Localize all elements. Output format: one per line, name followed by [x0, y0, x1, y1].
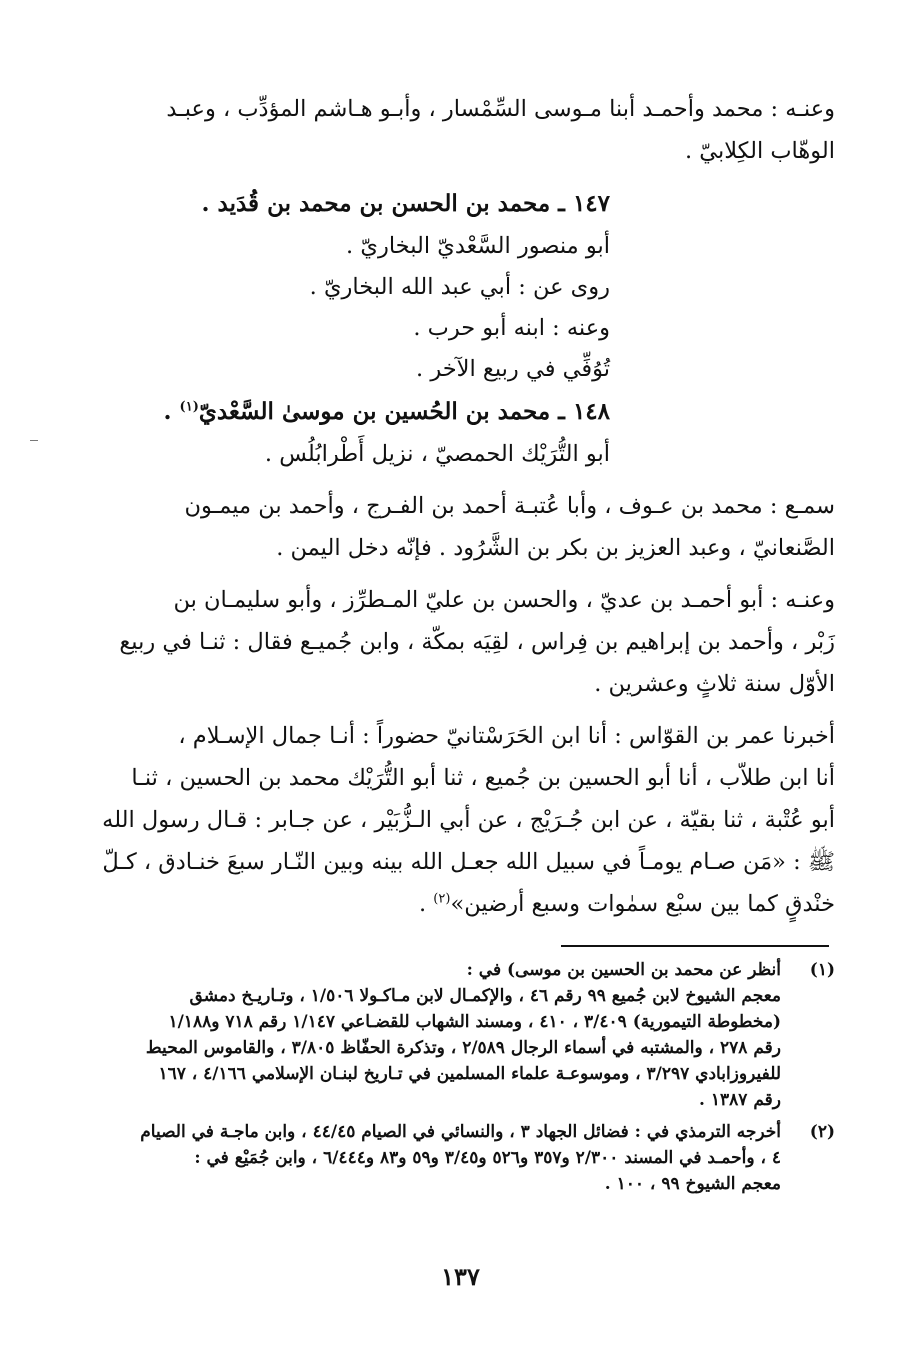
paragraph-3-line-2: زَبْر ، وأحمد بن إبراهيم بن فِراس ، لقِيَه بمكّة ، وابن جُميـع فقال : ثنـا في ربيع [119, 629, 835, 655]
footnote-2-line-1: أخرجه الترمذي في : فضائل الجهاد ٣ ، والنسائي في الصيام ٤٤/٤٥ ، وابن ماجـة في الصيام [140, 1122, 781, 1142]
footnote-ref-2: (٢) [433, 891, 451, 907]
entry-147-line-1: أبو منصور السَّعْديّ البخاريّ . [346, 233, 610, 259]
footnote-1-line-1: أنظر عن محمد بن الحسين بن موسى) في : [466, 960, 781, 980]
paragraph-4 [95, 715, 835, 925]
paragraph-3-line-3: الأوّل سنة ثلاثٍ وعشرين . [594, 671, 835, 697]
paragraph-3 [95, 579, 835, 705]
paragraph-1-line-2: الوهّاب الكِلابيّ . [684, 138, 835, 164]
footnote-2 [95, 1119, 835, 1197]
paragraph-2 [95, 485, 835, 569]
paragraph-3-line-1: وعنـه : أبو أحمـد بن عديّ ، والحسن بن عليّ المـطرِّز ، وأبو سليمـان بن [173, 587, 835, 613]
footnote-1-body [95, 957, 781, 1113]
footnote-2-line-2: ٤ ، وأحمـد في المسند ٢/٣٠٠ و٣٥٧ و٥٢٦ و٣/٤٥ و٥٩ و٨٣ و٦/٤٤٤ ، وابن جُمَيْع في : [194, 1148, 781, 1168]
footnote-2-number: (٢) [809, 1122, 835, 1142]
paragraph-4-end: . [418, 891, 434, 917]
footnote-1-line-4: رقم ٢٧٨ ، والمشتبه في أسماء الرجال ٢/٥٨٩ ، وتذكرة الحفّاظ ٣/٨٠٥ ، والقاموس المحيط [145, 1038, 781, 1058]
page-number: ١٣٧ [441, 1262, 480, 1291]
main-text [95, 88, 835, 925]
footnote-ref-1: (١) [179, 399, 199, 415]
paragraph-1-line-1: وعنـه : محمد وأحمـد أبنا مـوسى السِّمْسار ، وأبـو هـاشم المؤدِّب ، وعبـد [166, 96, 835, 122]
paragraph-4-line-3: أبو عُتْبة ، ثنا بقيّة ، عن ابن جُـرَيْج ، عن أبي الـزُّبَيْر ، عن جـابر : قـال رسول الله [102, 807, 835, 833]
footnote-1-line-5: للفيروزابادي ٣/٢٩٧ ، وموسوعـة علماء المسلمين في تـاريخ لبنـان الإسلامي ٤/١٦٦ ، ١٦٧ [158, 1064, 781, 1084]
paragraph-4-line-2: أنا ابن طلاّب ، أنا أبو الحسين بن جُميع ، ثنا أبو التُّرَيْك محمد بن الحسين ، ثنـا [131, 765, 835, 791]
paragraph-4-line-1: أخبرنا عمر بن القوّاس : أنا ابن الحَرَسْتانيّ حضوراً : أنـا جمال الإسـلام ، [178, 723, 835, 749]
paragraph-2-line-2: الصَّنعانيّ ، وعبد العزيز بن بكر بن الشَّرُود . فإنّه دخل اليمن . [276, 535, 835, 561]
footnote-1 [95, 957, 835, 1113]
entry-148-heading [95, 390, 835, 434]
footnote-2-line-3: معجم الشيوخ ٩٩ ، ١٠٠ . [604, 1174, 781, 1194]
footnote-1-line-3: (مخطوطة التيمورية) ٣/٤٠٩ ، ٤١٠ ، ومسند الشهاب للقضـاعي ١/١٤٧ رقم ٧١٨ و١/١٨٨ [168, 1012, 781, 1032]
entry-147-line-3: وعنه : ابنه أبو حرب . [413, 315, 610, 341]
margin-mark [30, 440, 38, 441]
footnote-1-line-2: معجم الشيوخ لابن جُميع ٩٩ رقم ٤٦ ، والإكمـال لابن مـاكـولا ١/٥٠٦ ، وتـاريـخ دمشق [189, 986, 781, 1006]
footnotes [95, 957, 835, 1203]
footnote-1-number: (١) [809, 960, 835, 980]
paragraph-4-line-5: خنْدقٍ كما بين سبْع سمٰوات وسبع أرضين» [450, 891, 835, 917]
footnote-1-line-6: رقم ١٣٨٧ . [699, 1090, 781, 1110]
entry-148-heading-text: ١٤٨ ـ محمد بن الحُسين بن موسىٰ السَّعْديّ [198, 398, 610, 425]
footnote-2-body [95, 1119, 781, 1197]
paragraph-4-line-4: ﷺ : «مَن صـام يومـاً في سبيل الله جعـل الله بينه وبين النّـار سبعَ خنـادق ، كـلّ [102, 849, 835, 875]
entry-147-line-2: روى عن : أبي عبد الله البخاريّ . [309, 274, 610, 300]
footnote-divider [561, 945, 829, 947]
entry-148-line-1: أبو التُّرَيْك الحمصيّ ، نزيل أَطْرابُلُس . [264, 441, 610, 467]
entry-147-heading: ١٤٧ ـ محمد بن الحسن بن محمد بن قُدَيد . [201, 190, 610, 217]
paragraph-1 [95, 88, 835, 172]
entry-147-line-4: تُوُفِّي في ربيع الآخر . [416, 356, 610, 382]
paragraph-2-line-1: سمـع : محمد بن عـوف ، وأبا عُتبـة أحمد بن الفـرج ، وأحمد بن ميمـون [184, 493, 835, 519]
entry-148-heading-end: . [163, 398, 180, 425]
